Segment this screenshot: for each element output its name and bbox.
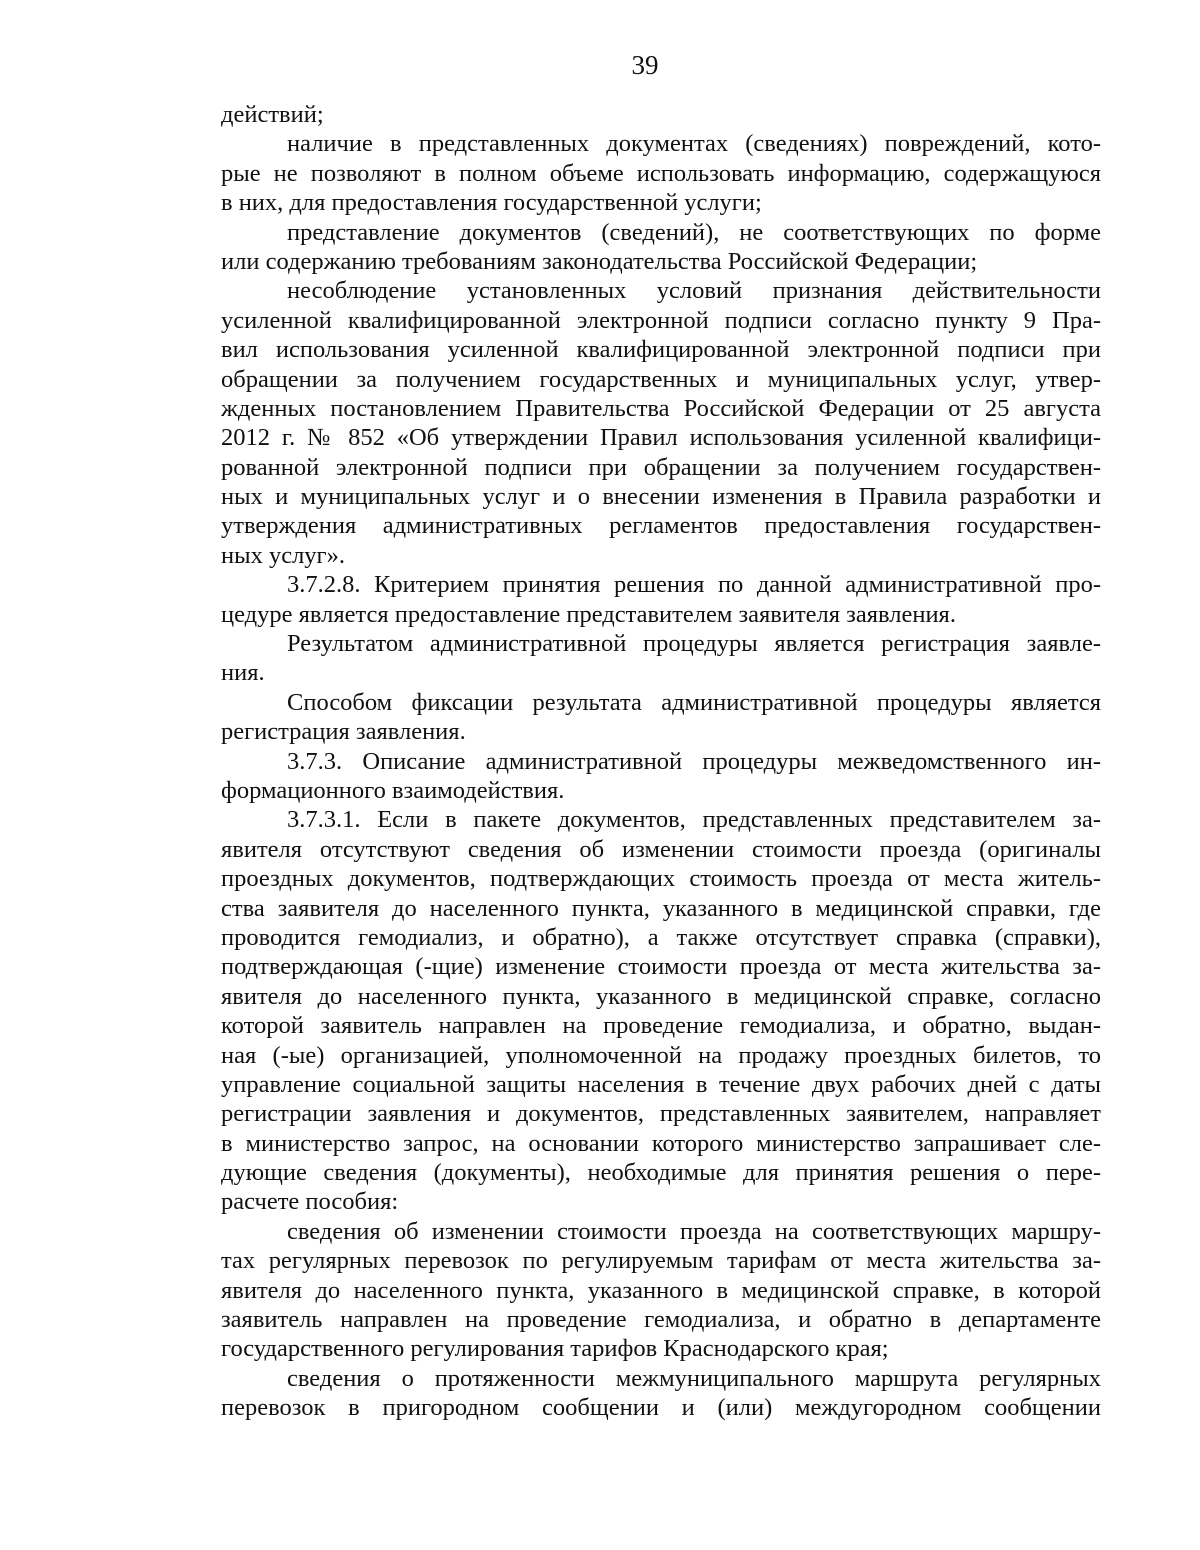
paragraph-line: в министерство запрос, на основании которого министерство запрашивает сле- xyxy=(221,1129,1101,1157)
paragraph-line: 3.7.2.8. Критерием принятия решения по данной административной про- xyxy=(287,571,1101,599)
paragraph-line: наличие в представленных документах (сведениях) повреждений, кото- xyxy=(287,130,1101,158)
paragraph-line: цедуре является предоставление представителем заявителя заявления. xyxy=(221,600,956,628)
paragraph-line: ния. xyxy=(221,659,265,687)
paragraph-line: управление социальной защиты населения в течение двух рабочих дней с даты xyxy=(221,1070,1101,1098)
paragraph-line: усиленной квалифицированной электронной подписи согласно пункту 9 Пра- xyxy=(221,306,1101,334)
paragraph-line: утверждения административных регламентов предоставления государствен- xyxy=(221,512,1101,540)
paragraph-line: проездных документов, подтверждающих стоимость проезда от места житель- xyxy=(221,865,1101,893)
paragraph-line: Способом фиксации результата административной процедуры является xyxy=(287,688,1101,716)
paragraph-line: ных услуг». xyxy=(221,541,345,569)
paragraph-line: Результатом административной процедуры является регистрация заявле- xyxy=(287,630,1101,658)
paragraph-line: регистрация заявления. xyxy=(221,718,466,746)
paragraph-line: регистрации заявления и документов, представленных заявителем, направляет xyxy=(221,1100,1101,1128)
paragraph-line: в них, для предоставления государственной услуги; xyxy=(221,189,762,217)
paragraph-line: или содержанию требованиям законодательства Российской Федерации; xyxy=(221,247,978,275)
paragraph-line: несоблюдение установленных условий признания действительности xyxy=(287,277,1101,305)
paragraph-line: ства заявителя до населенного пункта, указанного в медицинской справки, где xyxy=(221,894,1101,922)
paragraph-line: государственного регулирования тарифов Краснодарского края; xyxy=(221,1335,889,1363)
paragraph-line: подтверждающая (-щие) изменение стоимости проезда от места жительства за- xyxy=(221,953,1101,981)
paragraph-line: ная (-ые) организацией, уполномоченной на продажу проездных билетов, то xyxy=(221,1041,1101,1069)
paragraph-line: явителя до населенного пункта, указанного в медицинской справке, согласно xyxy=(221,982,1101,1010)
paragraph-line: расчете пособия: xyxy=(221,1188,399,1216)
paragraph-line: действий; xyxy=(221,101,324,128)
page-number: 39 xyxy=(631,50,659,80)
paragraph-line: жденных постановлением Правительства Российской Федерации от 25 августа xyxy=(221,394,1101,422)
paragraph-line: перевозок в пригородном сообщении и (или) междугородном сообщении xyxy=(221,1394,1101,1422)
paragraph-line: ных и муниципальных услуг и о внесении изменения в Правила разработки и xyxy=(221,483,1101,511)
paragraph-line: формационного взаимодействия. xyxy=(221,776,565,804)
paragraph-line: проводится гемодиализ, и обратно), а также отсутствует справка (справки), xyxy=(221,923,1101,951)
paragraph-line: сведения о протяженности межмуниципального маршрута регулярных xyxy=(287,1364,1101,1392)
paragraph-line: обращении за получением государственных и муниципальных услуг, утвер- xyxy=(221,365,1101,393)
paragraph-line: которой заявитель направлен на проведение гемодиализа, и обратно, выдан- xyxy=(221,1012,1101,1040)
paragraph-line: сведения об изменении стоимости проезда на соответствующих маршру- xyxy=(287,1217,1101,1245)
paragraph-line: 2012 г. № 852 «Об утверждении Правил использования усиленной квалифици- xyxy=(221,424,1101,452)
paragraph-line: явителя до населенного пункта, указанного в медицинской справке, в которой xyxy=(221,1276,1101,1304)
paragraph-line: явителя отсутствуют сведения об изменении стоимости проезда (оригиналы xyxy=(221,835,1101,863)
paragraph-line: 3.7.3.1. Если в пакете документов, представленных представителем за- xyxy=(287,806,1101,834)
document-body xyxy=(221,100,1101,1423)
paragraph-line: заявитель направлен на проведение гемодиализа, и обратно в департаменте xyxy=(221,1306,1101,1334)
paragraph-line: рованной электронной подписи при обращении за получением государствен- xyxy=(221,453,1101,481)
paragraph-line: вил использования усиленной квалифицированной электронной подписи при xyxy=(221,336,1101,364)
paragraph-line: дующие сведения (документы), необходимые для принятия решения о пере- xyxy=(221,1159,1101,1187)
paragraph-line: тах регулярных перевозок по регулируемым тарифам от места жительства за- xyxy=(221,1247,1101,1275)
paragraph-line: представление документов (сведений), не соответствующих по форме xyxy=(287,218,1101,246)
paragraph-line: 3.7.3. Описание административной процедуры межведомственного ин- xyxy=(287,747,1101,775)
paragraph-line: рые не позволяют в полном объеме использовать информацию, содержащуюся xyxy=(221,159,1101,187)
